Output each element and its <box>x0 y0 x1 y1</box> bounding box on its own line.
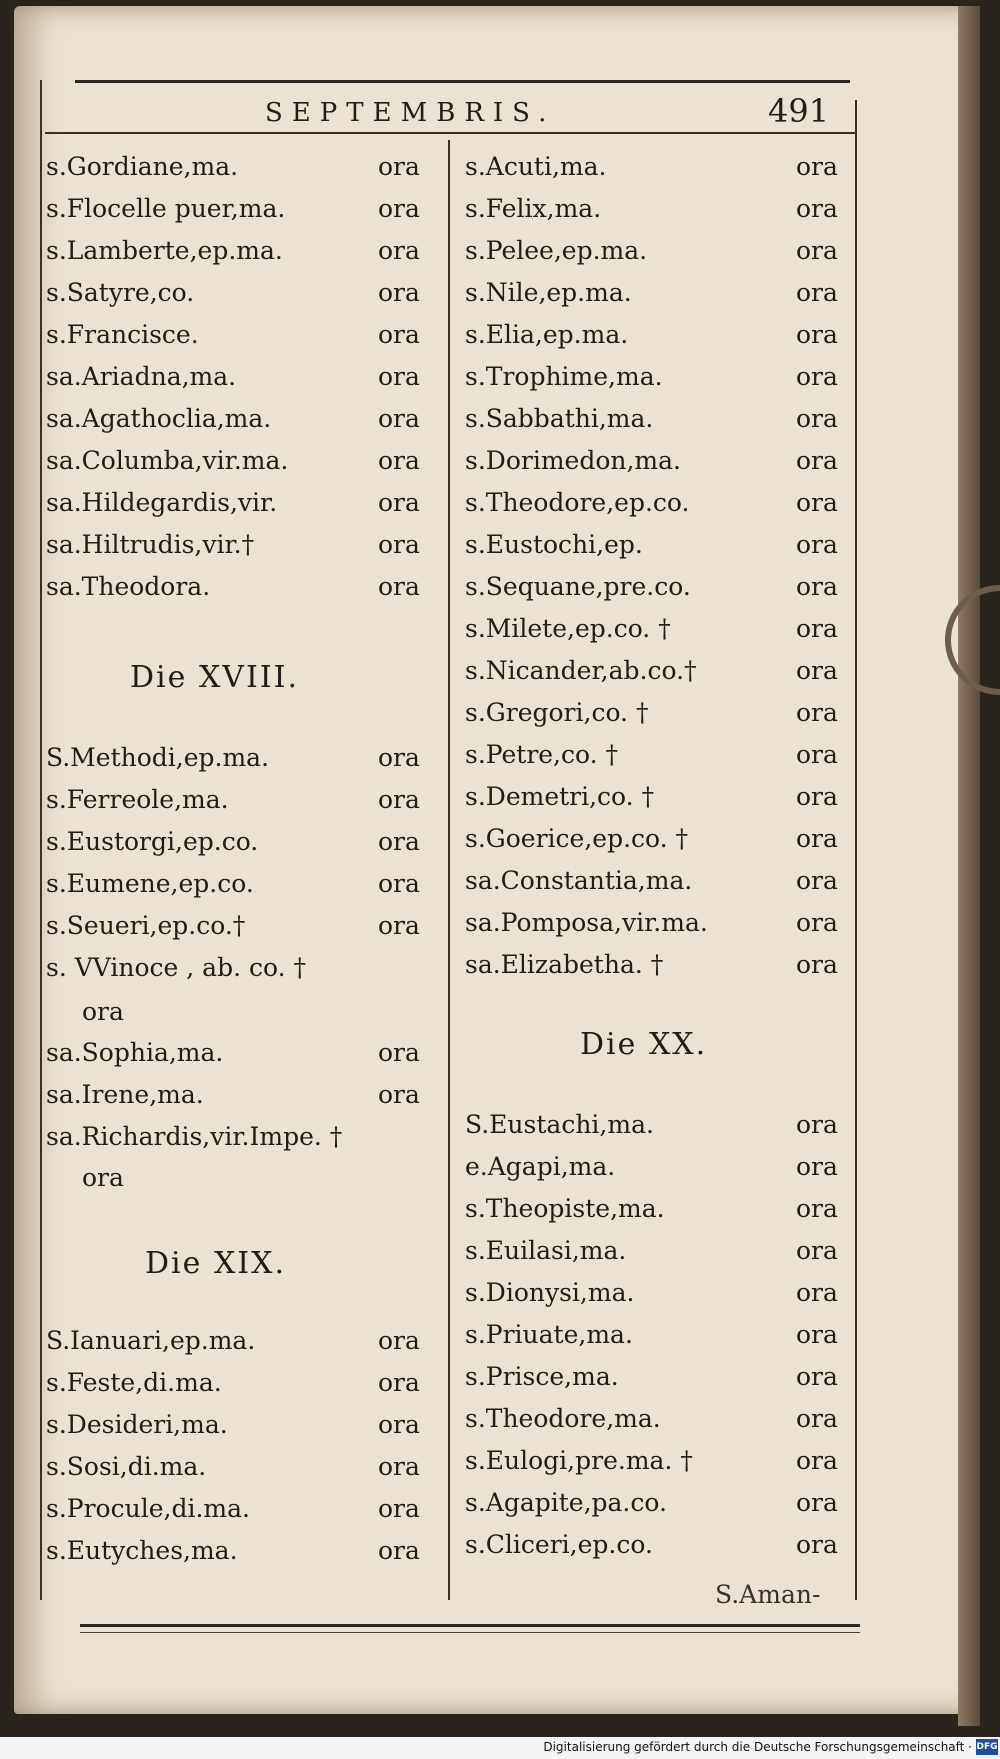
saint-entry: s.Prisce,ma. <box>465 1362 619 1391</box>
ora-response: ora <box>796 572 838 601</box>
saint-entry: s.Dorimedon,ma. <box>465 446 681 475</box>
saint-entry: s.Francisce. <box>46 320 199 349</box>
saint-entry: s.Goerice,ep.co. † <box>465 824 689 853</box>
saint-entry: s.Sequane,pre.co. <box>465 572 691 601</box>
ora-response: ora <box>378 236 420 265</box>
saint-entry: sa.Hildegardis,vir. <box>46 488 278 517</box>
saint-entry: s.Milete,ep.co. † <box>465 614 671 643</box>
header-rule <box>45 132 855 134</box>
ora-response: ora <box>796 194 838 223</box>
ora-response: ora <box>82 1163 124 1192</box>
ora-response: ora <box>796 1194 838 1223</box>
saint-entry: S.Ianuari,ep.ma. <box>46 1326 256 1355</box>
ora-response: ora <box>378 1038 420 1067</box>
ora-response: ora <box>378 446 420 475</box>
saint-entry: s.Priuate,ma. <box>465 1320 633 1349</box>
saint-entry: s.Theodore,ma. <box>465 1404 661 1433</box>
day-heading: Die XVIII. <box>130 660 300 695</box>
ora-response: ora <box>82 997 124 1026</box>
saint-entry: s.Acuti,ma. <box>465 152 607 181</box>
saint-entry: sa.Hiltrudis,vir.† <box>46 530 255 559</box>
saint-entry: sa.Columba,vir.ma. <box>46 446 289 475</box>
running-title: SEPTEMBRIS. <box>265 98 556 128</box>
ora-response: ora <box>378 743 420 772</box>
ora-response: ora <box>378 278 420 307</box>
saint-entry: s.Dionysi,ma. <box>465 1278 635 1307</box>
ora-response: ora <box>796 1236 838 1265</box>
saint-entry: s.Cliceri,ep.co. <box>465 1530 653 1559</box>
ora-response: ora <box>378 1368 420 1397</box>
ora-response: ora <box>796 1320 838 1349</box>
ora-response: ora <box>378 572 420 601</box>
ora-response: ora <box>796 1152 838 1181</box>
ora-response: ora <box>378 530 420 559</box>
ora-response: ora <box>378 1452 420 1481</box>
saint-entry: s.Eutyches,ma. <box>46 1536 238 1565</box>
footer-bar <box>0 1737 1000 1759</box>
saint-entry: s.Petre,co. † <box>465 740 619 769</box>
saint-entry: s.Eumene,ep.co. <box>46 869 254 898</box>
ora-response: ora <box>796 1404 838 1433</box>
ora-response: ora <box>378 1326 420 1355</box>
saint-entry: s.Seueri,ep.co.† <box>46 911 246 940</box>
saint-entry: s.Trophime,ma. <box>465 362 663 391</box>
ora-response: ora <box>796 320 838 349</box>
ora-response: ora <box>378 785 420 814</box>
ora-response: ora <box>796 446 838 475</box>
saint-entry: sa.Irene,ma. <box>46 1080 204 1109</box>
ora-response: ora <box>378 827 420 856</box>
saint-entry: s.Theopiste,ma. <box>465 1194 665 1223</box>
saint-entry: e.Agapi,ma. <box>465 1152 616 1181</box>
ora-response: ora <box>796 1110 838 1139</box>
saint-entry: s.Eustochi,ep. <box>465 530 643 559</box>
saint-entry: sa.Ariadna,ma. <box>46 362 237 391</box>
ora-response: ora <box>796 782 838 811</box>
page-edge <box>958 6 980 1726</box>
ora-response: ora <box>796 950 838 979</box>
right-frame-line <box>855 100 857 1600</box>
saint-entry: s.Euilasi,ma. <box>465 1236 627 1265</box>
saint-entry: sa.Agathoclia,ma. <box>46 404 272 433</box>
saint-entry: sa.Sophia,ma. <box>46 1038 224 1067</box>
ora-response: ora <box>378 404 420 433</box>
ora-response: ora <box>796 1446 838 1475</box>
ora-response: ora <box>378 488 420 517</box>
saint-entry: sa.Richardis,vir.Impe. † <box>46 1122 343 1151</box>
funding-credit: Digitalisierung gefördert durch die Deutsche Forschungsgemeinschaft · <box>543 1740 972 1754</box>
saint-entry: s.Nicander,ab.co.† <box>465 656 697 685</box>
saint-entry: s.Feste,di.ma. <box>46 1368 222 1397</box>
ora-response: ora <box>796 740 838 769</box>
saint-entry: s.Sosi,di.ma. <box>46 1452 207 1481</box>
saint-entry: s.Lamberte,ep.ma. <box>46 236 283 265</box>
ora-response: ora <box>796 614 838 643</box>
ora-response: ora <box>378 1410 420 1439</box>
saint-entry: s.Ferreole,ma. <box>46 785 229 814</box>
saint-entry: s.Flocelle puer,ma. <box>46 194 286 223</box>
saint-entry: s.Satyre,co. <box>46 278 195 307</box>
saint-entry: s.Procule,di.ma. <box>46 1494 250 1523</box>
ora-response: ora <box>796 488 838 517</box>
saint-entry: s.Sabbathi,ma. <box>465 404 654 433</box>
saint-entry: s. VVinoce , ab. co. † <box>46 953 306 982</box>
saint-entry: sa.Theodora. <box>46 572 211 601</box>
ora-response: ora <box>378 320 420 349</box>
ora-response: ora <box>378 911 420 940</box>
dfg-logo: DFG <box>976 1739 998 1755</box>
saint-entry: s.Gordiane,ma. <box>46 152 239 181</box>
ora-response: ora <box>378 362 420 391</box>
bottom-rule-thin <box>80 1632 860 1633</box>
day-heading: Die XIX. <box>145 1246 287 1281</box>
ora-response: ora <box>796 866 838 895</box>
page-number: 491 <box>768 92 830 130</box>
saint-entry: s.Felix,ma. <box>465 194 602 223</box>
ora-response: ora <box>378 1536 420 1565</box>
saint-entry: s.Nile,ep.ma. <box>465 278 632 307</box>
saint-entry: sa.Pomposa,vir.ma. <box>465 908 708 937</box>
ora-response: ora <box>796 1530 838 1559</box>
ora-response: ora <box>796 278 838 307</box>
ora-response: ora <box>796 824 838 853</box>
ora-response: ora <box>378 194 420 223</box>
left-frame-line <box>40 80 42 1600</box>
ora-response: ora <box>796 1488 838 1517</box>
ora-response: ora <box>796 1362 838 1391</box>
saint-entry: s.Gregori,co. † <box>465 698 649 727</box>
saint-entry: sa.Elizabetha. † <box>465 950 664 979</box>
ora-response: ora <box>796 236 838 265</box>
column-divider <box>448 140 450 1600</box>
ora-response: ora <box>378 1080 420 1109</box>
ora-response: ora <box>796 908 838 937</box>
ora-response: ora <box>378 152 420 181</box>
catchword: S.Aman- <box>715 1580 821 1609</box>
saint-entry: s.Eustorgi,ep.co. <box>46 827 259 856</box>
ora-response: ora <box>378 1494 420 1523</box>
ora-response: ora <box>796 656 838 685</box>
bottom-rule <box>80 1624 860 1627</box>
saint-entry: sa.Constantia,ma. <box>465 866 693 895</box>
saint-entry: s.Demetri,co. † <box>465 782 655 811</box>
saint-entry: s.Eulogi,pre.ma. † <box>465 1446 693 1475</box>
saint-entry: s.Desideri,ma. <box>46 1410 228 1439</box>
saint-entry: S.Methodi,ep.ma. <box>46 743 270 772</box>
ora-response: ora <box>378 869 420 898</box>
saint-entry: S.Eustachi,ma. <box>465 1110 654 1139</box>
ora-response: ora <box>796 362 838 391</box>
top-rule <box>75 80 850 83</box>
saint-entry: s.Theodore,ep.co. <box>465 488 690 517</box>
ora-response: ora <box>796 404 838 433</box>
saint-entry: s.Agapite,pa.co. <box>465 1488 667 1517</box>
day-heading: Die XX. <box>580 1027 708 1062</box>
saint-entry: s.Elia,ep.ma. <box>465 320 629 349</box>
ora-response: ora <box>796 530 838 559</box>
ora-response: ora <box>796 1278 838 1307</box>
saint-entry: s.Pelee,ep.ma. <box>465 236 648 265</box>
ora-response: ora <box>796 152 838 181</box>
ora-response: ora <box>796 698 838 727</box>
